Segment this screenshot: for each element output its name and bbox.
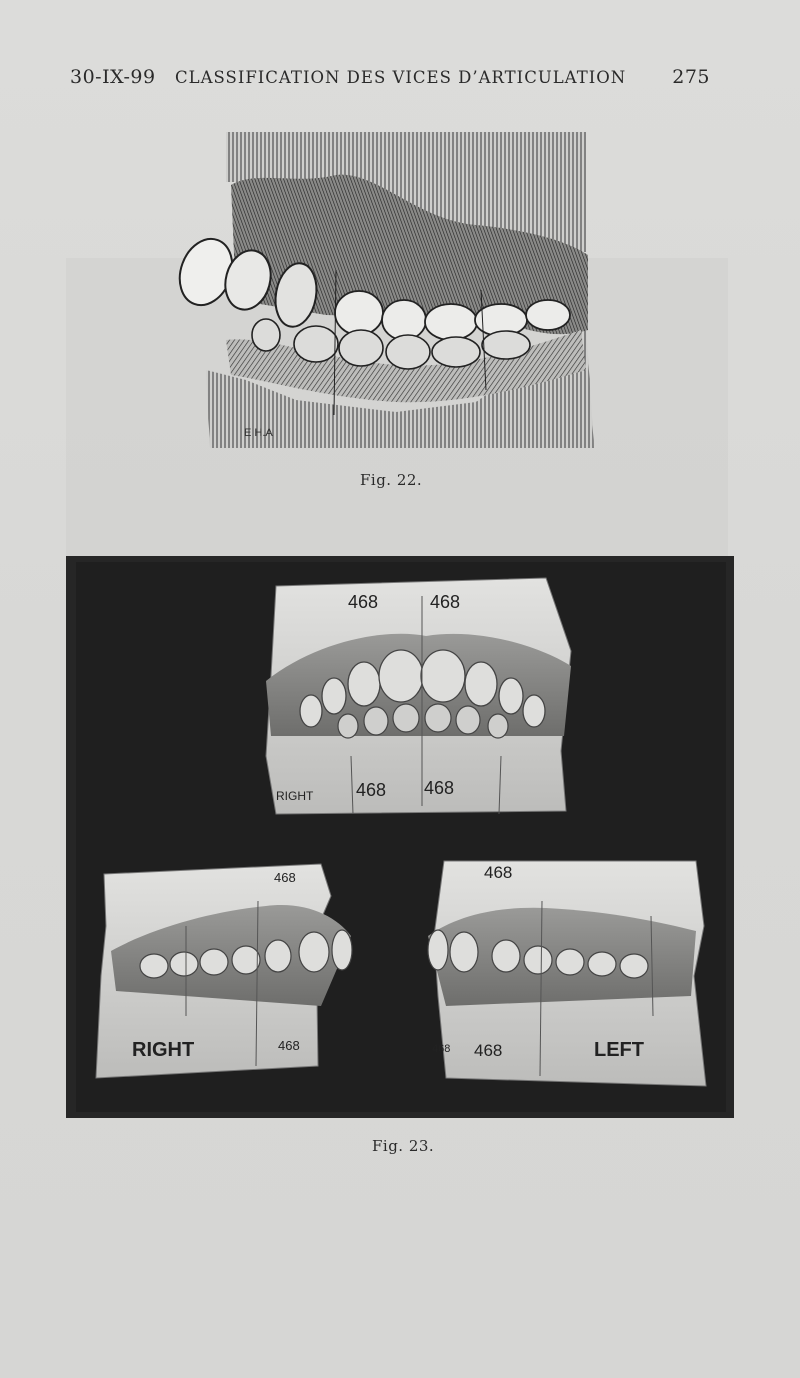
- figure-22-engraving: [176, 130, 596, 448]
- left-cast-tag-bottom: 468: [474, 1041, 503, 1060]
- front-top-label-1: 468: [348, 592, 379, 612]
- left-cast-label: LEFT: [594, 1039, 644, 1061]
- left-cast-tag-top: 468: [484, 863, 513, 882]
- figure-22-caption: Fig. 22.: [360, 471, 423, 489]
- front-top-label-2: 468: [430, 592, 461, 612]
- left-cast-tag-small: 468: [432, 1043, 451, 1055]
- right-cast-tag-top: 468: [274, 870, 296, 885]
- figure-23-caption: Fig. 23.: [372, 1137, 435, 1155]
- plaster-block-left: [226, 132, 336, 182]
- front-bottom-label-2: 468: [424, 778, 455, 798]
- figure-23-photograph: [66, 556, 734, 1118]
- header-title: CLASSIFICATION DES VICES D’ARTICULATION: [175, 68, 627, 87]
- right-cast-label: RIGHT: [132, 1039, 195, 1061]
- header-date: 30-IX-99: [70, 66, 156, 88]
- left-cast: [428, 861, 706, 1086]
- front-bottom-label-1: 468: [356, 780, 387, 800]
- right-cast: [96, 864, 352, 1078]
- running-head: [70, 66, 710, 92]
- engraver-signature: E H.A: [244, 427, 273, 439]
- front-bottom-side-label: RIGHT: [276, 789, 314, 803]
- page-number: 275: [672, 66, 710, 88]
- front-cast: [266, 578, 571, 814]
- right-cast-tag-bottom: 468: [278, 1038, 300, 1053]
